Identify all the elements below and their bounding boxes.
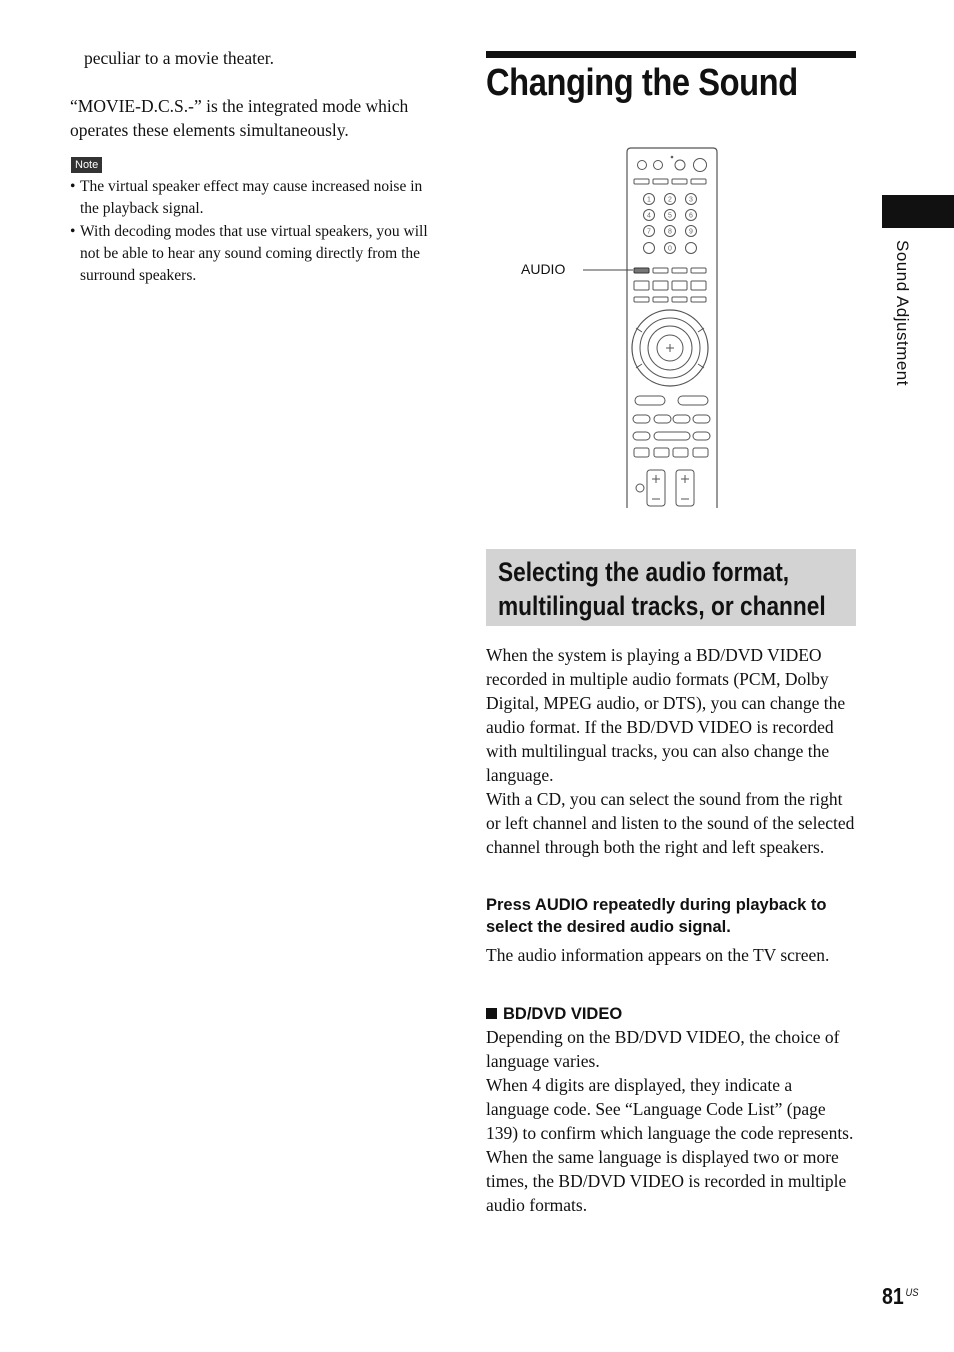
remote-key-digit: 9	[689, 228, 693, 236]
instruction-result: The audio information appears on the TV screen.	[486, 945, 830, 965]
notes-list	[70, 176, 445, 288]
section-paragraph-1: Depending on the BD/DVD VIDEO, the choice of language varies.	[486, 1027, 840, 1071]
note-item-1: • The virtual speaker effect may cause increased noise in the playback signal.	[70, 176, 445, 220]
chapter-tab	[882, 195, 954, 228]
note-item-2: • With decoding modes that use virtual speakers, you will not be able to hear any sound coming directly from the surround speakers.	[70, 221, 445, 287]
subheading-line-2: multilingual tracks, or channel	[498, 591, 826, 621]
remote-control-icon	[500, 140, 740, 512]
page-number	[882, 1283, 918, 1310]
audio-callout-label: AUDIO	[521, 261, 566, 277]
title-rule	[486, 51, 856, 58]
remote-key-digit: 3	[689, 196, 693, 204]
page-number-suffix: US	[905, 1287, 919, 1299]
remote-key-digit: 5	[668, 212, 672, 220]
instruction-step: Press AUDIO repeatedly during playback to select the desired audio signal.	[486, 896, 827, 936]
page-title: Changing the Sound	[486, 62, 798, 104]
continuation-text: peculiar to a movie theater.	[84, 48, 274, 68]
chapter-tab-label: Sound Adjustment	[893, 240, 912, 386]
remote-illustration	[500, 140, 740, 512]
remote-key	[644, 243, 655, 254]
remote-key-digit: 4	[647, 212, 651, 220]
remote-key-digit: 8	[668, 228, 672, 236]
movie-dcs-paragraph: “MOVIE-D.C.S.-” is the integrated mode which operates these elements simultaneously.	[70, 96, 409, 140]
remote-key-digit: 6	[689, 212, 693, 220]
remote-key	[686, 243, 697, 254]
intro-body	[486, 643, 856, 859]
section-heading-text: BD/DVD VIDEO	[503, 1005, 623, 1023]
remote-key-digit: 2	[668, 196, 672, 204]
section-heading	[486, 1003, 622, 1025]
subheading-line-1: Selecting the audio format,	[498, 557, 790, 587]
section-paragraph-2: When 4 digits are displayed, they indicate a language code. See “Language Code List” (page 139) to confirm which language the code represents. When the same language is displayed two or more times, the BD/DVD VIDEO is recorded in multiple audio formats.	[486, 1075, 854, 1215]
subheading-box	[486, 549, 856, 626]
note-badge: Note	[71, 157, 102, 173]
intro-paragraph-1: When the system is playing a BD/DVD VIDEO recorded in multiple audio formats (PCM, Dolby Digital, MPEG audio, or DTS), you can change the audio format. If the BD/DVD VIDEO is recorded with multilingual tracks, you can also change the language.	[486, 645, 846, 785]
page-number-value: 81	[882, 1283, 904, 1309]
remote-key-digit: 1	[647, 196, 651, 204]
square-bullet-icon	[486, 1008, 497, 1019]
remote-key-digit: 7	[647, 228, 651, 236]
section-body	[486, 1025, 856, 1217]
remote-key-digit: 0	[668, 245, 672, 253]
subheading	[498, 555, 826, 623]
intro-paragraph-2: With a CD, you can select the sound from the right or left channel and listen to the sound of the selected channel through both the right and left speakers.	[486, 789, 855, 857]
